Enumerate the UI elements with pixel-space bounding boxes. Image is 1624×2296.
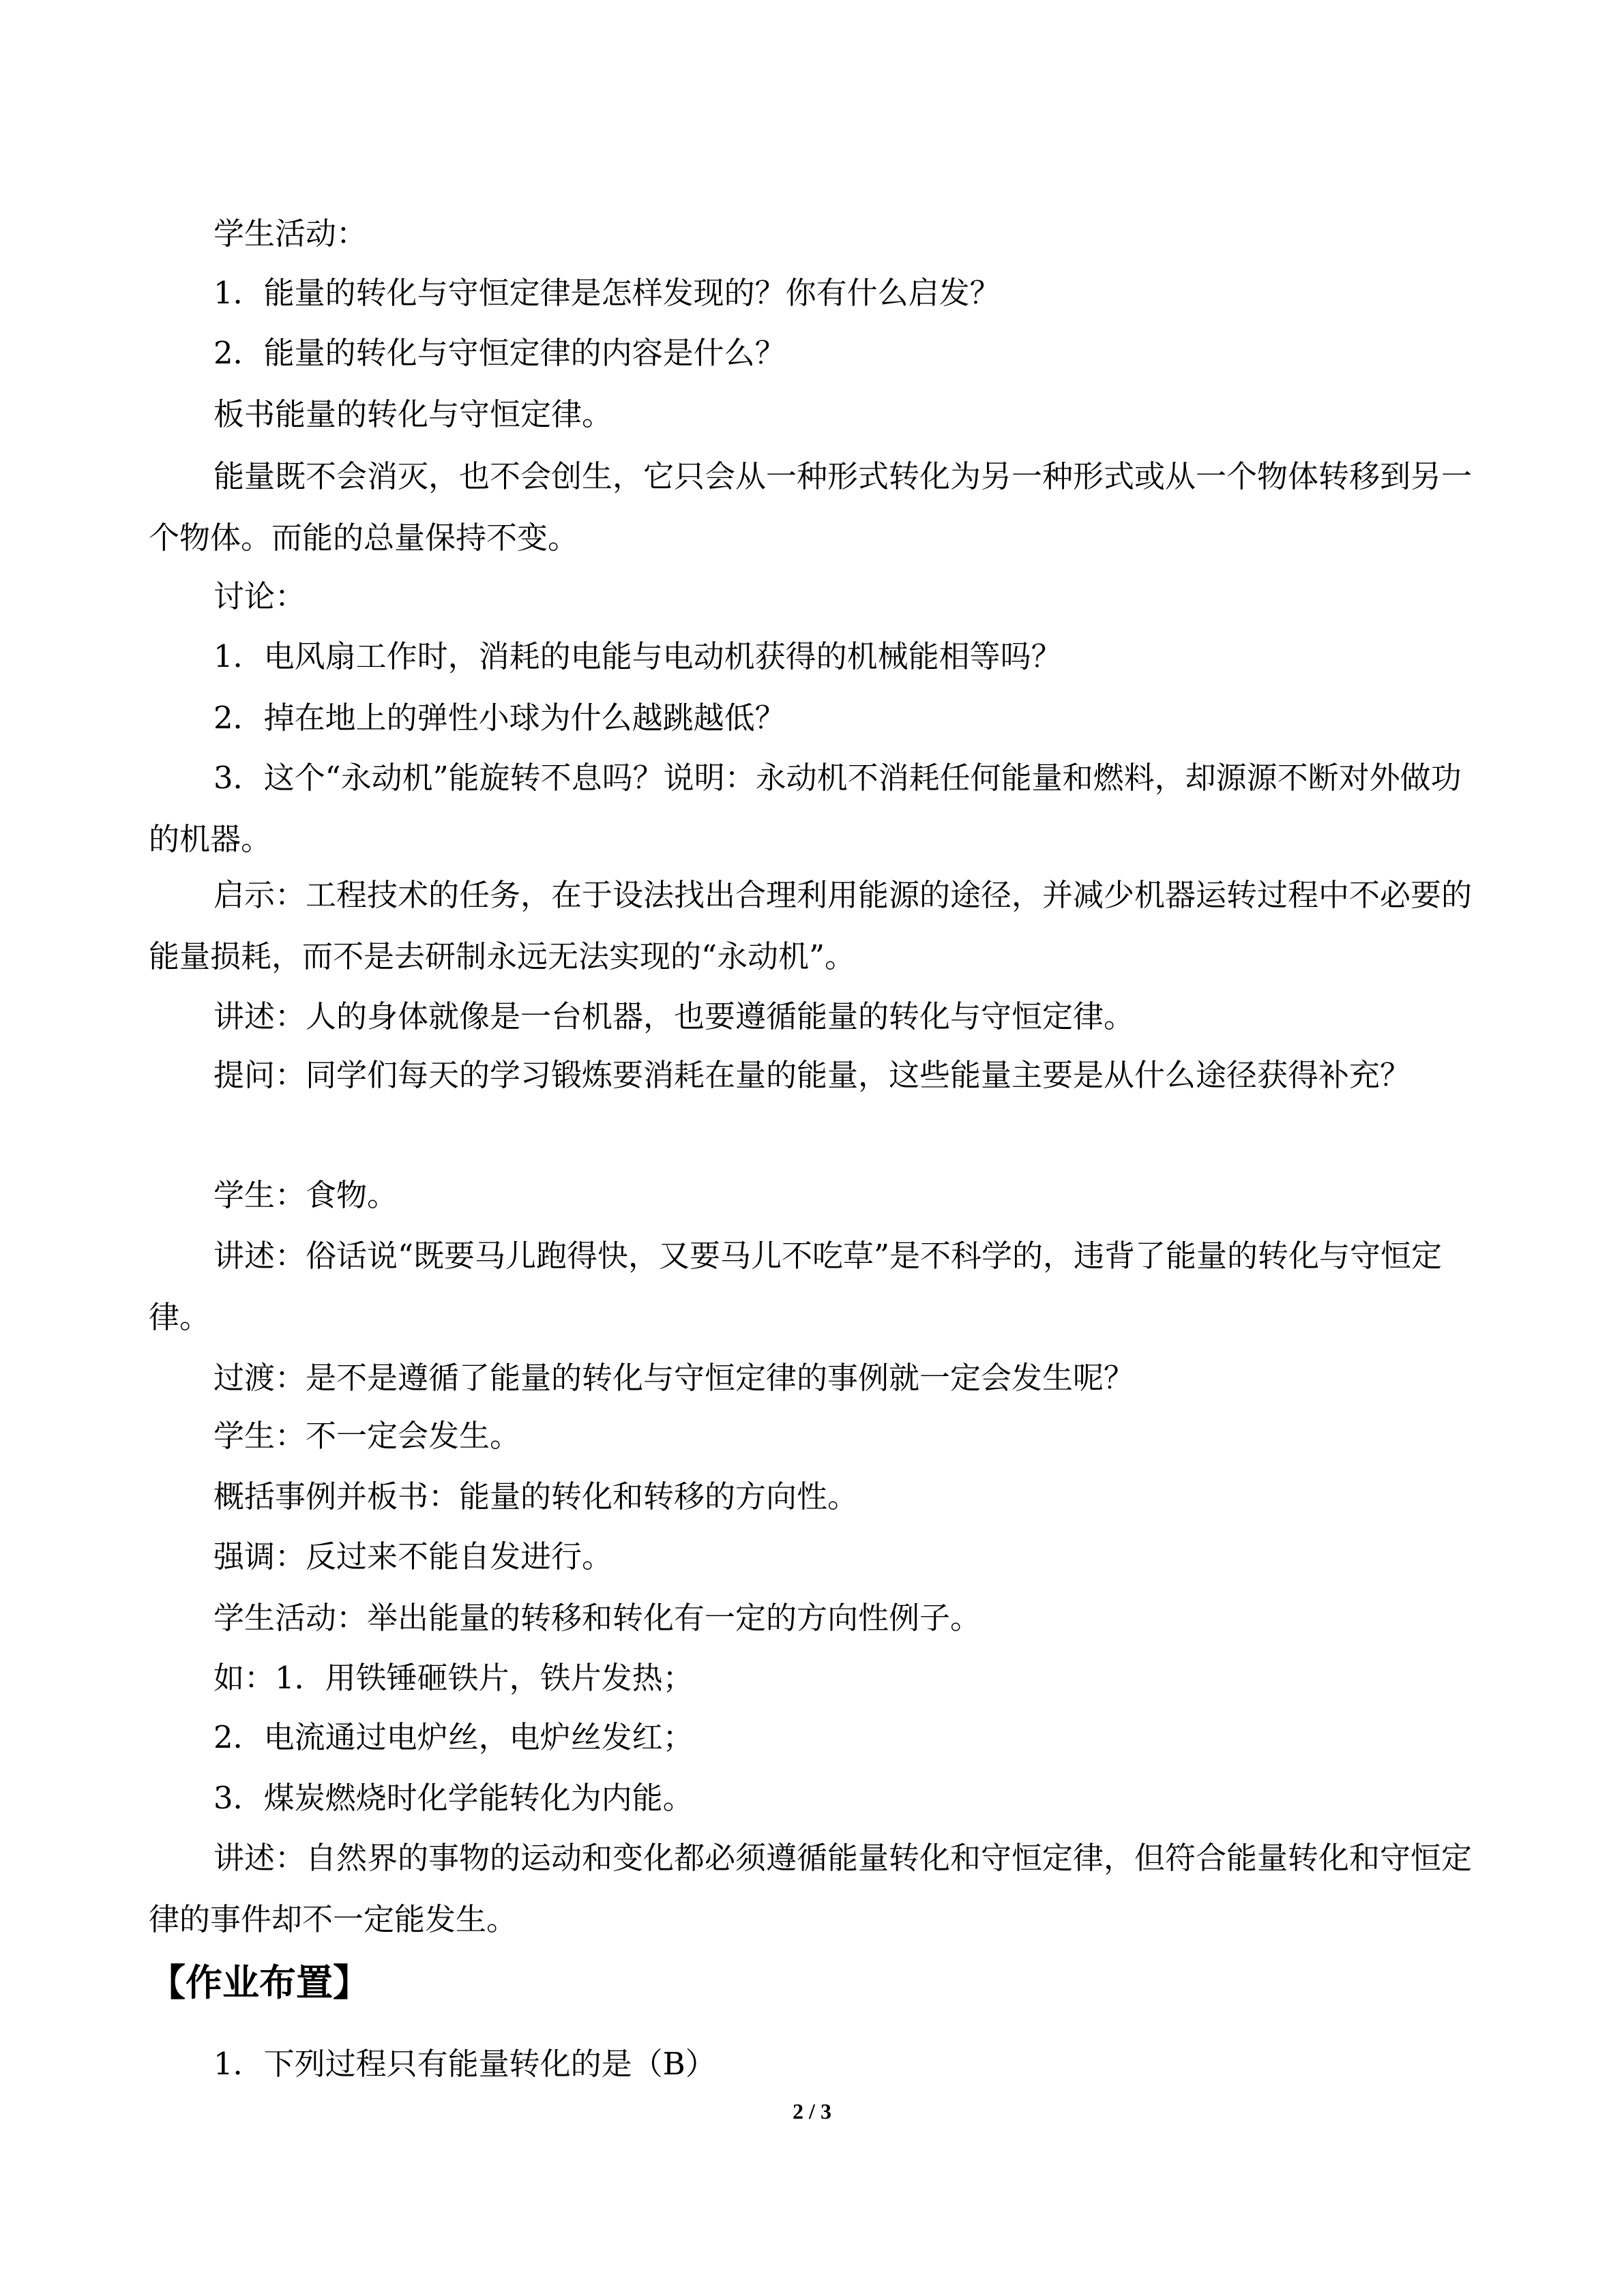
- paragraph-proverb: 讲述：俗话说“既要马儿跑得快，又要马儿不吃草”是不科学的，违背了能量的转化与守恒定律。: [149, 1238, 1443, 1335]
- paragraph-nature-law: 讲述：自然界的事物的运动和变化都必须遵循能量转化和守恒定律，但符合能量转化和守恒定律的事件却不一定能发生。: [149, 1840, 1473, 1937]
- section-heading-homework: 【作业布置】: [149, 1961, 370, 2004]
- paragraph-discussion-3: 3．这个“永动机”能旋转不息吗？说明：永动机不消耗任何能量和燃料，却源源不断对外做功的机器。: [149, 760, 1462, 857]
- paragraph-board-note: 板书能量的转化与守恒定律。: [213, 396, 613, 432]
- paragraph-transition: 过渡：是不是遵循了能量的转化与守恒定律的事例就一定会发生呢？: [213, 1360, 1135, 1396]
- paragraph-question-energy: 提问：同学们每天的学习锻炼要消耗在量的能量，这些能量主要是从什么途径获得补充？: [213, 1057, 1411, 1093]
- paragraph-law-statement: 能量既不会消灭，也不会创生，它只会从一种形式转化为另一种形式或从一个物体转移到另一个物体。而能的总量保持不变。: [149, 458, 1473, 556]
- paragraph-student-activity: 学生活动：: [213, 215, 368, 252]
- paragraph-discussion: 讨论：: [213, 578, 306, 614]
- paragraph-example-2: 2．电流通过电炉丝，电炉丝发红；: [213, 1719, 694, 1755]
- paragraph-question-2: 2．能量的转化与守恒定律的内容是什么？: [213, 335, 786, 371]
- paragraph-student-food: 学生：食物。: [213, 1177, 398, 1213]
- page-number: 2 / 3: [793, 2099, 831, 2123]
- paragraph-narration-body: 讲述：人的身体就像是一台机器，也要遵循能量的转化与守恒定律。: [213, 998, 1135, 1034]
- paragraph-emphasis: 强调：反过来不能自发进行。: [213, 1538, 613, 1575]
- paragraph-example-3: 3．煤炭燃烧时化学能转化为内能。: [213, 1780, 694, 1816]
- paragraph-discussion-2: 2．掉在地上的弹性小球为什么越跳越低？: [213, 700, 786, 736]
- paragraph-discussion-1: 1．电风扇工作时，消耗的电能与电动机获得的机械能相等吗？: [213, 638, 1062, 674]
- paragraph-insight: 启示：工程技术的任务，在于设法找出合理利用能源的途径，并减少机器运转过程中不必要的能量损耗，而不是去研制永远无法实现的“永动机”。: [149, 877, 1473, 974]
- paragraph-summary-board: 概括事例并板书：能量的转化和转移的方向性。: [213, 1478, 859, 1515]
- paragraph-student-examples: 学生活动：举出能量的转移和转化有一定的方向性例子。: [213, 1600, 981, 1636]
- paragraph-question-1: 1．能量的转化与守恒定律是怎样发现的？你有什么启发？: [213, 275, 1001, 311]
- exercise-question-1: 1．下列过程只有能量转化的是（B）: [213, 2046, 716, 2082]
- paragraph-example-1: 如：1．用铁锤砸铁片，铁片发热；: [213, 1660, 694, 1696]
- paragraph-student-answer: 学生：不一定会发生。: [213, 1418, 521, 1454]
